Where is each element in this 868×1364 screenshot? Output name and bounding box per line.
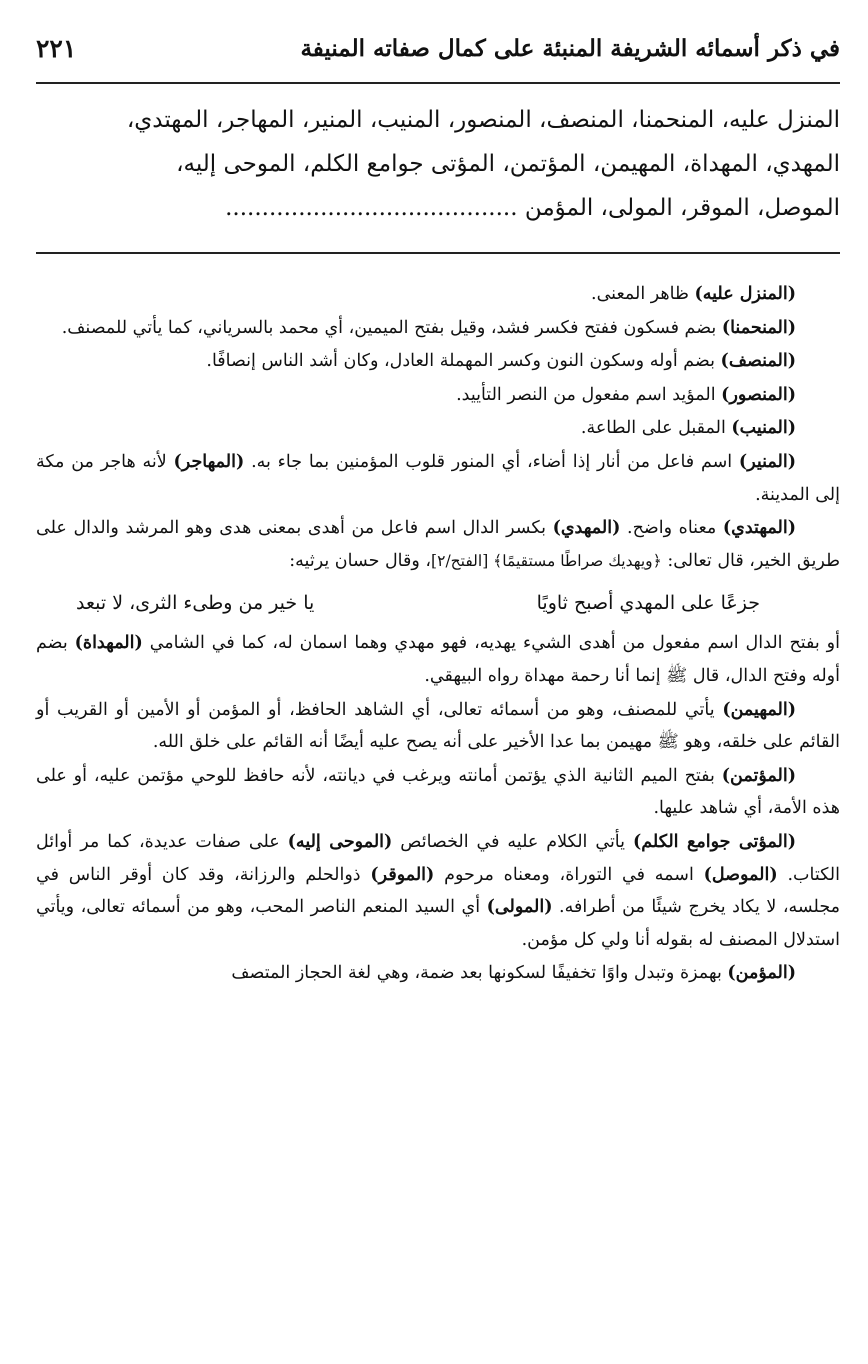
paragraph [36,412,840,445]
paragraph [36,760,840,825]
paragraph-text: يأتي الكلام عليه في الخصائص [392,831,633,852]
quran-quote: ﴿ويهديك صراطًا مستقيمًا﴾ [الفتح/٢] [431,551,662,570]
term: (المنير) [738,451,797,472]
poem-hemistich-right: جزعًا على المهدي أصبح ثاويًا [536,592,760,615]
poem-verse [36,585,840,621]
term: (المهاجر) [173,451,245,472]
term: (المنزل عليه) [694,284,796,304]
term: (المهتدي) [722,518,796,539]
entries-block [36,98,840,230]
term: (المنيب) [731,418,796,439]
paragraph [36,345,840,378]
paragraph [36,312,840,345]
term: (المنصف) [720,351,796,372]
entries-line-3-text: الموصل، الموقر، المولى، المؤمن [524,195,840,221]
paragraph-text: اسمه في التوراة، ومعناه مرحوم [434,864,704,885]
page-number: ٢٢١ [36,33,77,63]
paragraph [36,694,840,759]
term: (المهدي) [552,518,621,539]
paragraph [36,512,840,577]
term: (المنصور) [721,384,796,405]
paragraph-text: اسم فاعل من أنار إذا أضاء، أي المنور قلوب المؤمنين بما جاء به. [244,451,739,472]
paragraph-text: معناه واضح. [620,518,723,539]
section-rule [36,252,840,254]
paragraph-text: ، وقال حسان يرثيه: [289,550,432,571]
term: (الموصل) [703,864,778,885]
paragraph-text: المقبل على الطاعة. [580,418,732,439]
paragraph-text: بضم فسكون ففتح فكسر فشد، وقيل بفتح الميمين، أي محمد بالسرياني، كما يأتي للمصنف. [61,317,722,338]
paragraph-text: بفتح الميم الثانية الذي يؤتمن أمانته ويرغب في ديانته، لأنه حافظ للوحي مؤتمن عليه، أو على هذه الأمة، أي شاهد عليها. [36,765,840,819]
term: (المؤتمن) [721,765,796,786]
paragraph-text: المؤيد اسم مفعول من النصر التأييد. [456,384,722,405]
paragraph [36,957,840,990]
paragraph [36,627,840,692]
term: (المهداة) [74,633,143,654]
paragraph-text: يأتي للمصنف، وهو من أسمائه تعالى، أي الشاهد الحافظ، أو المؤمن أو الأمين أو القريب أو القائم على خلقه، وهو ﷺ مهيمن بما عدا الأخير على أنه يصح عليه أيضًا أنه القائم على خلق الله. [36,699,840,753]
page-header [36,28,840,68]
paragraph-text: أي السيد المنعم الناصر المحب، وهو من أسمائه تعالى، ويأتي استدلال المصنف له بقوله أنا ولي كل مؤمن. [36,897,840,950]
entries-line-3 [36,186,840,230]
commentary-body [36,278,840,991]
paragraph-text: ظاهر المعنى. [591,284,695,304]
paragraph [36,379,840,412]
poem-hemistich-left: يا خير من وطىء الثرى، لا تبعد [76,592,315,615]
entries-dots: ........................................ [225,195,518,221]
term: (المؤتى جوامع الكلم) [632,831,797,852]
paragraph-text: لأنه هاجر من مكة إلى المدينة. [36,451,840,505]
term: (الموحى إليه) [287,831,393,852]
term: (المولى) [486,897,553,918]
term: (المهيمن) [722,699,796,720]
paragraph-text: بهمزة وتبدل واوًا تخفيفًا لسكونها بعد ضمة، وهي لغة الحجاز المتصف [231,963,728,984]
entries-line-2: المهدي، المهداة، المهيمن، المؤتمن، المؤتى جوامع الكلم، الموحى إليه، [176,151,840,177]
term: (المؤمن) [727,963,796,984]
paragraph-text: أو بفتح الدال اسم مفعول من أهدى الشيء يهديه، فهو مهدي وهما اسمان له، كما في الشامي [142,633,840,654]
paragraph-text: بضم أوله وفتح الدال، قال ﷺ إنما أنا رحمة مهداة رواه البيهقي. [36,633,840,686]
paragraph [36,826,840,956]
running-title: في ذكر أسمائه الشريفة المنبئة على كمال صفاته المنيفة [300,34,840,62]
paragraph-text: بضم أوله وسكون النون وكسر المهملة العادل، وكان أشد الناس إنصافًا. [206,351,721,372]
paragraph [36,446,840,511]
paragraph-text: على صفات عديدة، كما مر أوائل الكتاب. [36,831,840,885]
paragraph-text: بكسر الدال اسم فاعل من أهدى بمعنى هدى وهو المرشد والدال على طريق الخير، قال تعالى: [36,518,840,571]
header-rule [36,82,840,84]
paragraph [36,278,840,311]
term: (المنحمنا) [721,317,796,338]
paragraph-text: ذوالحلم والرزانة، وقد كان أوقر الناس في مجلسه، لا يكاد يخرج شيئًا من أطرافه. [36,864,840,918]
entries-line-1: المنزل عليه، المنحمنا، المنصف، المنصور، المنيب، المنير، المهاجر، المهتدي، [126,107,840,133]
term: (الموقر) [370,864,435,885]
